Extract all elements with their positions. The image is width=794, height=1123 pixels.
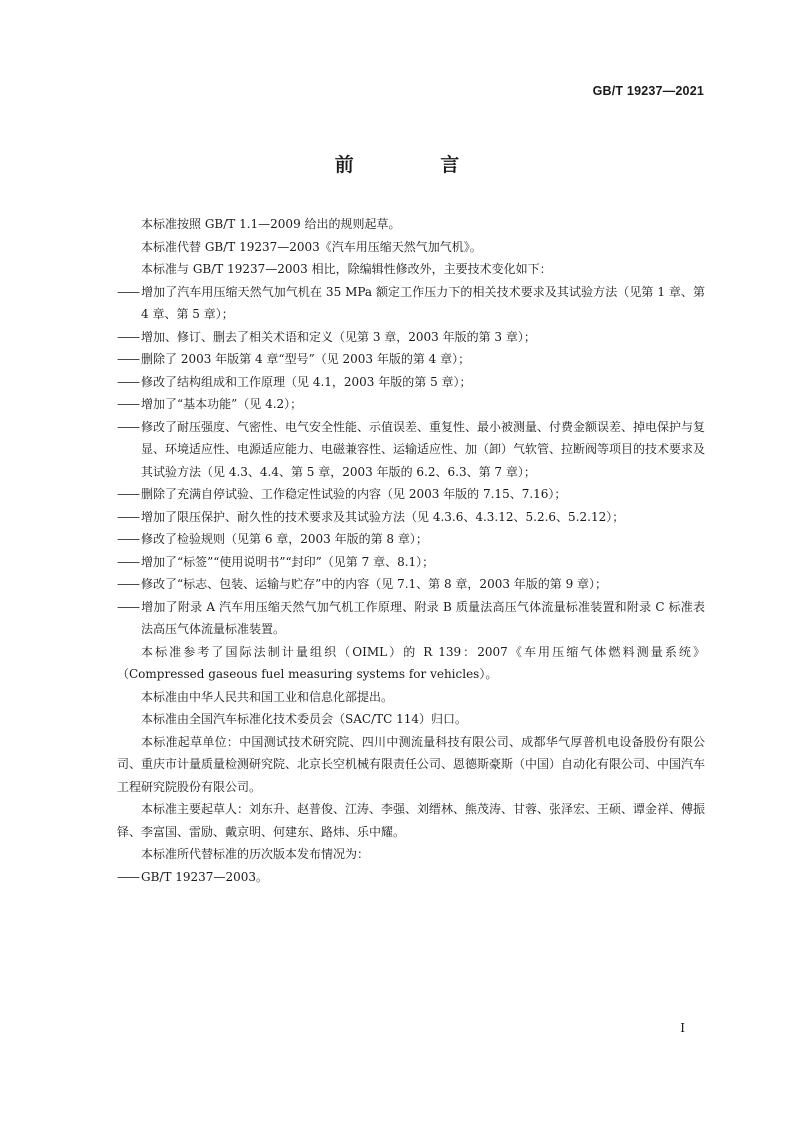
- change-item: [117, 596, 705, 641]
- dash-mark: ——: [117, 329, 139, 344]
- change-text: 增加了“标签”“使用说明书”“封印”（见第 7 章、8.1）；: [141, 554, 435, 569]
- dash-mark: ——: [117, 577, 139, 591]
- change-item: [117, 573, 705, 596]
- history-item: [117, 866, 705, 889]
- change-item: [117, 551, 705, 574]
- page-number: I: [680, 1021, 685, 1035]
- change-text: 增加了汽车用压缩天然气加气机在 35 MPa 额定工作压力下的相关技术要求及其试验方法（见第 1 章、第 4 章、第 5 章）；: [141, 284, 705, 321]
- drafting-units-paragraph: 本标准起草单位：中国测试技术研究院、四川中测流量科技有限公司、成都华气厚普机电设备股份有限公司、重庆市计量质量检测研究院、北京长空机械有限责任公司、恩德斯豪斯（中国）自动化有限公司、中国汽车工程研究院股份有限公司。: [117, 734, 706, 794]
- change-text: 修改了结构组成和工作原理（见 4.1，2003 年版的第 5 章）；: [141, 374, 472, 389]
- change-text: 增加了“基本功能”（见 4.2）；: [141, 397, 303, 411]
- committee-paragraph: 本标准由全国汽车标准化技术委员会（SAC/TC 114）归口。: [141, 712, 468, 726]
- intro-paragraph-3: 本标准与 GB/T 19237—2003 相比，除编辑性修改外，主要技术变化如下：: [141, 262, 552, 276]
- dash-mark: ——: [117, 532, 139, 546]
- dash-mark: ——: [117, 352, 139, 366]
- dash-mark: ——: [117, 487, 139, 501]
- change-item: [117, 528, 705, 551]
- change-text: 增加了限压保护、耐久性的技术要求及其试验方法（见 4.3.6、4.3.12、5.2.6、5.2.12）；: [141, 509, 625, 524]
- standard-code: GB/T 19237—2021: [592, 84, 704, 98]
- history-text: GB/T 19237—2003。: [141, 869, 268, 884]
- change-item: [117, 483, 705, 506]
- change-item: [117, 393, 705, 416]
- change-text: 修改了“标志、包装、运输与贮存”中的内容（见 7.1、第 8 章，2003 年版的第 9 章）；: [141, 577, 608, 591]
- change-text: 删除了 2003 年版第 4 章“型号”（见 2003 年版的第 4 章）；: [141, 352, 471, 366]
- history-intro-paragraph: 本标准所代替标准的历次版本发布情况为：: [141, 847, 370, 861]
- dash-mark: ——: [117, 374, 139, 389]
- drafters-paragraph: 本标准主要起草人：刘东升、赵普俊、江涛、李强、刘缙林、熊茂涛、甘蓉、张泽宏、王硕、谭金祥、傅振铎、李富国、雷励、戴京明、何建东、路炜、乐中耀。: [117, 802, 706, 839]
- dash-mark: ——: [117, 599, 139, 614]
- change-item: [117, 326, 705, 349]
- reference-paragraph: 本标准参考了国际法制计量组织（OIML）的 R 139：2007《车用压缩气体燃料测量系统》（Compressed gaseous fuel measuring systems for vehicles）。: [117, 644, 705, 681]
- change-item: [117, 371, 705, 394]
- change-item: [117, 281, 705, 326]
- change-text: 修改了检验规则（见第 6 章，2003 年版的第 8 章）；: [141, 532, 428, 546]
- change-text: 修改了耐压强度、气密性、电气安全性能、示值误差、重复性、最小被测量、付费金额误差、掉电保护与复显、环境适应性、电源适应能力、电磁兼容性、运输适应性、加（卸）气软管、拉断阀等项目的技术要求及其试验方法（见 4.3、4.4、第 5 章，2003 年版的 6.2、6.3、第 7 章）；: [141, 419, 706, 479]
- change-text: 删除了充满自停试验、工作稳定性试验的内容（见 2003 年版的 7.15、7.16）；: [141, 487, 567, 501]
- intro-paragraph-1: 本标准按照 GB/T 1.1—2009 给出的规则起草。: [141, 217, 401, 231]
- page-title: 前 言: [334, 154, 500, 176]
- dash-mark: ——: [117, 509, 139, 524]
- change-item: [117, 506, 705, 529]
- change-item: [117, 416, 705, 484]
- change-text: 增加、修订、删去了相关术语和定义（见第 3 章，2003 年版的第 3 章）；: [141, 329, 536, 344]
- dash-mark: ——: [117, 284, 139, 299]
- intro-paragraph-2: 本标准代替 GB/T 19237—2003《汽车用压缩天然气加气机》。: [141, 239, 482, 254]
- foreword-body: [117, 213, 705, 888]
- dash-mark: ——: [117, 397, 139, 411]
- dash-mark: ——: [117, 554, 139, 569]
- change-item: [117, 348, 705, 371]
- change-text: 增加了附录 A 汽车用压缩天然气加气机工作原理、附录 B 质量法高压气体流量标准装置和附录 C 标准表法高压气体流量标准装置。: [141, 599, 705, 636]
- dash-mark: ——: [117, 419, 139, 434]
- dash-mark: ——: [117, 869, 139, 884]
- proposer-paragraph: 本标准由中华人民共和国工业和信息化部提出。: [141, 689, 394, 704]
